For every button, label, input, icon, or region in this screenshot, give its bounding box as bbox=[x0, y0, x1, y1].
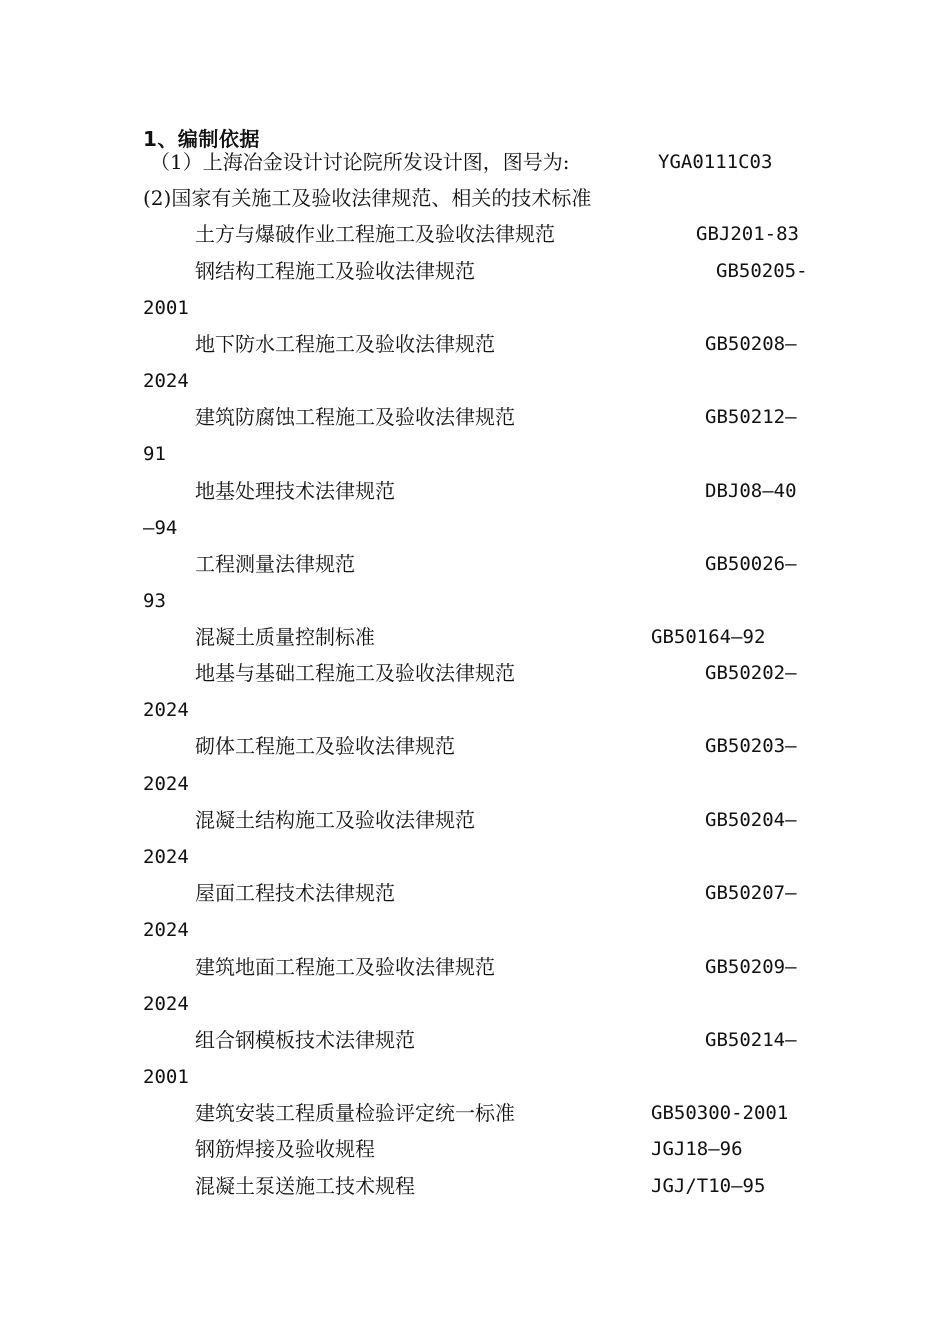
standard-name: 地基与基础工程施工及验收法律规范 bbox=[195, 661, 515, 685]
section-heading: 1、编制依据 bbox=[143, 127, 260, 151]
drawing-number: YGA0111C03 bbox=[658, 151, 773, 173]
standard-name: 建筑地面工程施工及验收法律规范 bbox=[195, 955, 495, 979]
standard-code: JGJ/T10—95 bbox=[651, 1175, 766, 1197]
standard-name: 土方与爆破作业工程施工及验收法律规范 bbox=[195, 222, 555, 246]
standard-name: 屋面工程技术法律规范 bbox=[195, 881, 395, 905]
standard-code: GB50212— bbox=[705, 406, 797, 428]
reference-item-1 bbox=[150, 149, 569, 175]
standard-name: 砌体工程施工及验收法律规范 bbox=[195, 734, 455, 758]
reference-item-2: (2)国家有关施工及验收法律规范、相关的技术标准 bbox=[143, 186, 592, 210]
standard-name: 混凝土结构施工及验收法律规范 bbox=[195, 808, 475, 832]
standard-name: 工程测量法律规范 bbox=[195, 552, 355, 576]
standard-code: GB50214— bbox=[705, 1029, 797, 1051]
standard-code-continuation: 2024 bbox=[143, 699, 189, 721]
standard-code: GB50164—92 bbox=[651, 626, 766, 648]
standard-name: 钢结构工程施工及验收法律规范 bbox=[195, 259, 475, 283]
standard-code: GB50205- bbox=[716, 260, 808, 282]
standard-code: GB50207— bbox=[705, 882, 797, 904]
standard-code: GB50209— bbox=[705, 956, 797, 978]
standard-code: GB50208— bbox=[705, 333, 797, 355]
standard-code: GB50300-2001 bbox=[651, 1102, 789, 1124]
standard-code-continuation: 2001 bbox=[143, 1066, 189, 1088]
standard-code-continuation: 2024 bbox=[143, 846, 189, 868]
standard-name: 建筑安装工程质量检验评定统一标准 bbox=[195, 1101, 515, 1125]
standard-code: JGJ18—96 bbox=[651, 1138, 743, 1160]
standard-code: GBJ201-83 bbox=[696, 223, 799, 245]
standard-code-continuation: 93 bbox=[143, 590, 166, 612]
standard-code: DBJ08—40 bbox=[705, 480, 797, 502]
standard-name: 地下防水工程施工及验收法律规范 bbox=[195, 332, 495, 356]
standard-code-continuation: —94 bbox=[143, 517, 178, 539]
standard-code: GB50204— bbox=[705, 809, 797, 831]
standard-code-continuation: 91 bbox=[143, 443, 166, 465]
standard-code-continuation: 2024 bbox=[143, 773, 189, 795]
standard-name: 建筑防腐蚀工程施工及验收法律规范 bbox=[195, 405, 515, 429]
standard-name: 组合钢模板技术法律规范 bbox=[195, 1028, 415, 1052]
reference-item-1-text: （1）上海冶金设计讨论院所发设计图，图号为: bbox=[150, 150, 570, 174]
standard-name: 钢筋焊接及验收规程 bbox=[195, 1137, 375, 1161]
standard-code-continuation: 2024 bbox=[143, 993, 189, 1015]
standard-name: 混凝土质量控制标准 bbox=[195, 625, 375, 649]
standard-code-continuation: 2024 bbox=[143, 370, 189, 392]
standard-code-continuation: 2001 bbox=[143, 297, 189, 319]
standard-name: 地基处理技术法律规范 bbox=[195, 479, 395, 503]
standard-code: GB50202— bbox=[705, 662, 797, 684]
standard-name: 混凝土泵送施工技术规程 bbox=[195, 1174, 415, 1198]
standard-code: GB50026— bbox=[705, 553, 797, 575]
standard-code: GB50203— bbox=[705, 735, 797, 757]
standard-code-continuation: 2024 bbox=[143, 919, 189, 941]
